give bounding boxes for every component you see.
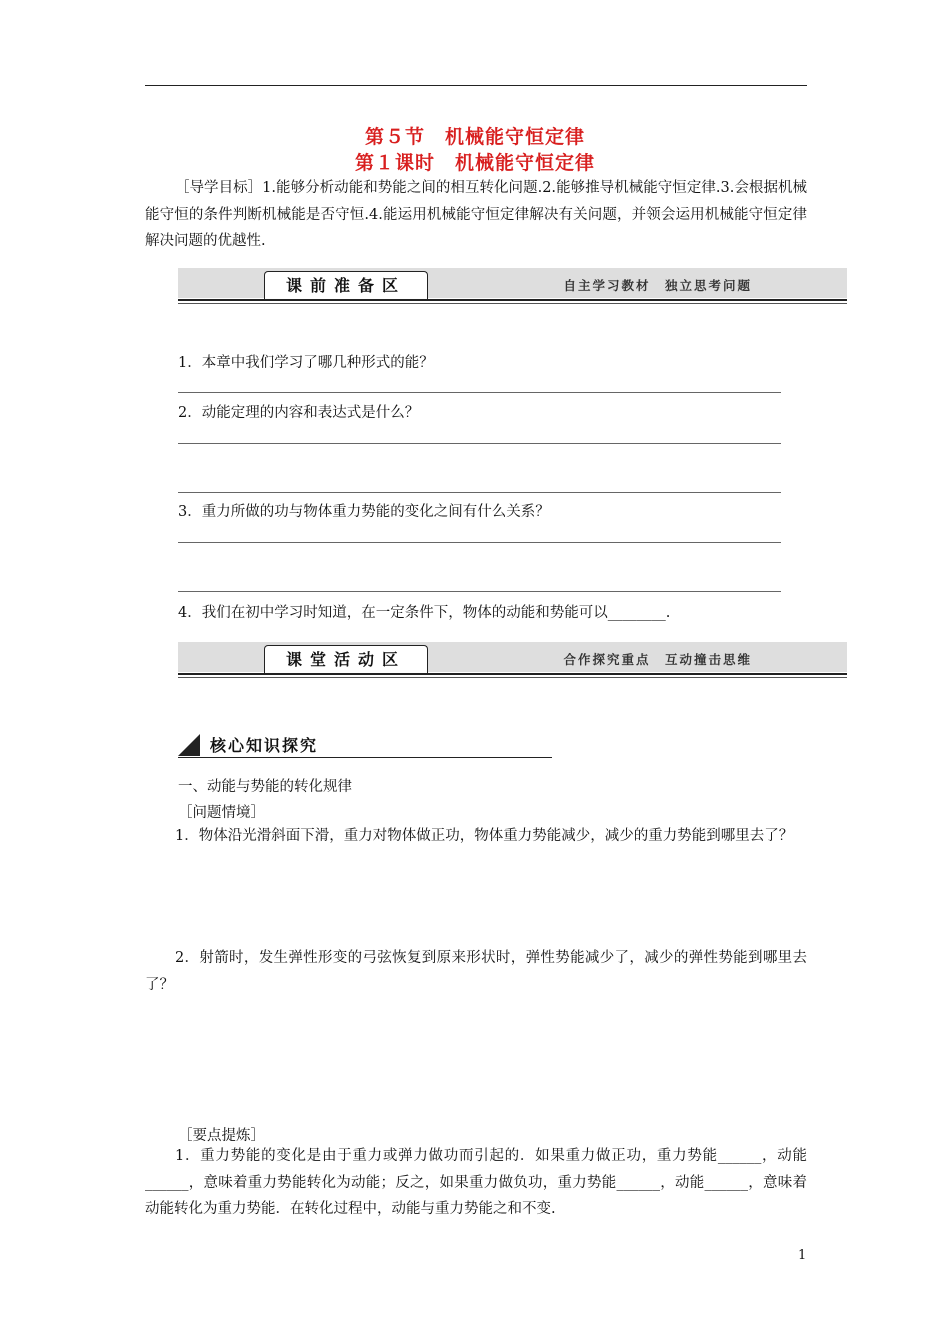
prep-question-2: 2．动能定理的内容和表达式是什么？ bbox=[178, 405, 420, 421]
banner-class bbox=[178, 642, 847, 678]
page-number: 1 bbox=[798, 1248, 807, 1263]
core-knowledge-heading bbox=[178, 732, 552, 758]
prep-question-1: 1．本章中我们学习了哪几种形式的能？ bbox=[178, 355, 434, 371]
prep-question-3: 3．重力所做的功与物体重力势能的变化之间有什么关系？ bbox=[178, 504, 550, 520]
topic-heading: 一、动能与势能的转化规律 bbox=[178, 779, 352, 795]
answer-line bbox=[178, 492, 781, 493]
scenario-question-1: 1．物体沿光滑斜面下滑，重力对物体做正功，物体重力势能减少，减少的重力势能到哪里去了？ bbox=[175, 828, 794, 844]
section-title: 第５节 机械能守恒定律 bbox=[364, 126, 585, 148]
scenario-label: ［问题情境］ bbox=[178, 805, 265, 821]
answer-line bbox=[178, 591, 781, 592]
banner-class-tagline: 合作探究重点 互动撞击思维 bbox=[563, 652, 752, 667]
banner-prep bbox=[178, 268, 847, 304]
header-rule bbox=[145, 85, 807, 86]
answer-line bbox=[178, 542, 781, 543]
answer-line bbox=[178, 443, 781, 444]
keypoints-label: ［要点提炼］ bbox=[178, 1128, 265, 1144]
scenario-question-2: 2．射箭时，发生弹性形变的弓弦恢复到原来形状时，弹性势能减少了，减少的弹性势能到哪里去了？ bbox=[145, 950, 807, 993]
core-heading-text: 核心知识探究 bbox=[210, 736, 319, 755]
triangle-marker-icon bbox=[178, 734, 200, 756]
lesson-title: 第１课时 机械能守恒定律 bbox=[354, 152, 595, 174]
banner-prep-tab: 课前准备区 bbox=[264, 271, 428, 300]
prep-question-4: 4．我们在初中学习时知道，在一定条件下，物体的动能和势能可以________. bbox=[178, 605, 671, 621]
learning-objectives: ［导学目标］1.能够分析动能和势能之间的相互转化问题.2.能够推导机械能守恒定律.3.会根据机械能守恒的条件判断机械能是否守恒.4.能运用机械能守恒定律解决有关问题，并领会运用机械能守恒定律解决问题的优越性. bbox=[145, 180, 807, 249]
answer-line bbox=[178, 392, 781, 393]
banner-prep-tagline: 自主学习教材 独立思考问题 bbox=[563, 278, 752, 293]
banner-class-tab: 课堂活动区 bbox=[264, 645, 428, 674]
keypoint-1: 1．重力势能的变化是由于重力或弹力做功而引起的．如果重力做正功，重力势能______，动能______，意味着重力势能转化为动能；反之，如果重力做负功，重力势能______，动能______，意味着动能转化为重力势能．在转化过程中，动能与重力势能之和不变. bbox=[145, 1148, 807, 1217]
